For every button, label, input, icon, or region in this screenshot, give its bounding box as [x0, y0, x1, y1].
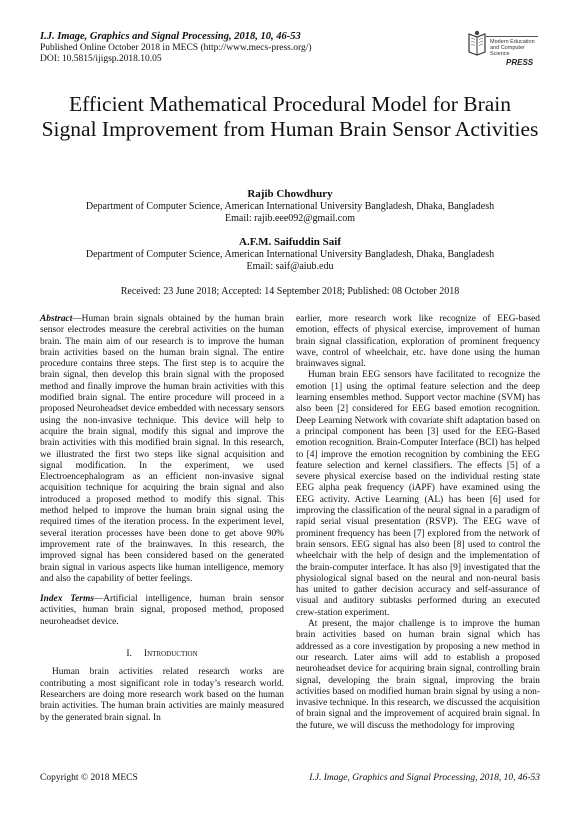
journal-citation: I.J. Image, Graphics and Signal Processing, 2018, 10, 46-53 — [40, 31, 301, 42]
index-terms-text: —Artificial intelligence, human brain sensor activities, human brain signal, proposed method, proposed neuroheadset device. — [40, 594, 284, 627]
footer-journal: I.J. Image, Graphics and Signal Processing, 2018, 10, 46-53 — [309, 773, 540, 783]
section-number: I. — [126, 648, 132, 660]
index-terms — [40, 594, 284, 628]
abstract-text: —Human brain signals obtained by the human brain sensor electrodes measure the cerebral activities on the human brain. The main aim of our research is to improve the human brain activities based on the human brain signal. The entire procedure contains three steps. The first step is to acquire the brain signal, then develop this brain signal with the proposed method and finally improve the human brain activities with this modified brain signal. The entire procedure will proceed in a proposed Neuroheadset device embedded with necessary sensors using the non-invasive technique. This device will help to acquire the brain signal, modify this signal and improve the brain activities with this modified brain signal. In this research, we illustrated the first two steps like signal acquisition and signal modification. In the experiment, we used Electroencephalogram as an efficient non-invasive signal acquisition technique for acquiring the brain signal and also introduced a proposed method to modify this signal. This method helped to improve the human brain signal using the required times of the iteration process. In the experiment level, several iteration processes have been done to get above 90% improvement rate of the brainwaves. In this research, the improved signal has been considered based on the generated brain signal in various aspects like human intelligence, memory and also the capability of better feelings. — [40, 314, 284, 584]
abstract — [40, 314, 284, 585]
logo-press: PRESS — [506, 58, 534, 67]
book-icon — [466, 30, 488, 56]
author-name: Rajib Chowdhury — [247, 188, 333, 200]
author-affiliation: Department of Computer Science, American International University Bangladesh, Dhaka, Bangladesh — [85, 201, 495, 212]
received-dates: Received: 23 June 2018; Accepted: 14 September 2018; Published: 08 October 2018 — [120, 285, 460, 297]
doi: DOI: 10.5815/ijigsp.2018.10.05 — [40, 54, 162, 64]
page-header — [40, 30, 540, 82]
body-paragraph: Human brain EEG sensors have facilitated to recognize the emotion [1] using the optimal feature selection and the deep learning ensembles method. Support vector machine (SVM) has also been [2] considered for EEG based emotion recognition. Deep Learning Network with covariate shift adaptation based on a principal component has been [3] used for the EEG-Based emotion recognition. Brain-Computer Interface (BCI) has helped to [4] improve the emotion recognition by combining the EEG feature selection and kernel classifiers. The effects [5] of a severe physical exercise based on the individual resting state EEG alpha peak frequency (iAPF) have examined using the EEG activity. Active Learning (AL) has been [6] used for improving the classification of the neural signal in a paradigm of rapid serial visual presentation (RSVP). The EEG wave of prominent frequency has been [7] explored from the network of brain sensors. EEG signal has also been [8] used to control the wheelchair with the help of design and the implementation of the brain-computer interface. It has also [9] investigated that the physiological signal based on the neural and non-neural basis has united to gather decision accuracy and self-assurance of visual and auditory subtasks performed during an executed crew-station experiment. — [296, 370, 540, 618]
footer-copyright: Copyright © 2018 MECS — [40, 773, 138, 783]
author-email: Email: saif@aiub.edu — [246, 261, 334, 273]
publication-info: Published Online October 2018 in MECS (http://www.mecs-press.org/) — [40, 43, 312, 53]
page-footer — [40, 773, 540, 783]
author-email: Email: rajib.eee092@gmail.com — [225, 213, 355, 225]
authors-block — [40, 188, 540, 298]
abstract-label: Abstract — [40, 314, 73, 324]
section-heading — [40, 648, 284, 659]
logo-text: Modern Education and Computer Science — [490, 39, 535, 58]
body-paragraph: earlier, more research work like recognize of EEG-based emotion, effects of physical exercise, improvement of human brain signal classification, exploration of prominent frequency wave, control of wheelchair, etc. have done using the human brainwaves signal. — [296, 314, 540, 370]
left-column — [40, 314, 284, 724]
author-affiliation: Department of Computer Science, American International University Bangladesh, Dhaka, Bangladesh — [85, 248, 495, 260]
index-terms-label: Index Terms — [40, 594, 94, 605]
author-name: A.F.M. Saifuddin Saif — [239, 235, 341, 248]
body-paragraph: At present, the major challenge is to improve the human brain activities based on human brain signal which has addressed as a core investigation by proposing a new method in our research. Later aims will add to establish a proposed neuroheadset device for acquiring brain signal, controlling brain signal, developing the brain signal, improving the brain activities based on modified human brain signal by using a non-invasive technique. In this research, we discussed the acquisition of brain signal and the improvement of acquired brain signal. In the future, we will discuss the methodology for improving — [296, 619, 540, 731]
publisher-logo — [466, 30, 540, 68]
paper-title: Efficient Mathematical Procedural Model for Brain Signal Improvement from Human Brain Sensor Activities — [41, 92, 539, 141]
section-title: Introduction — [143, 648, 198, 660]
right-column — [296, 314, 540, 732]
intro-paragraph: Human brain activities related research works are contributing a most significant role in today’s research world. Researchers are doing more research work based on the human brain activities. The human brain activities are mainly measured by the generated brain signal. In — [40, 667, 284, 723]
